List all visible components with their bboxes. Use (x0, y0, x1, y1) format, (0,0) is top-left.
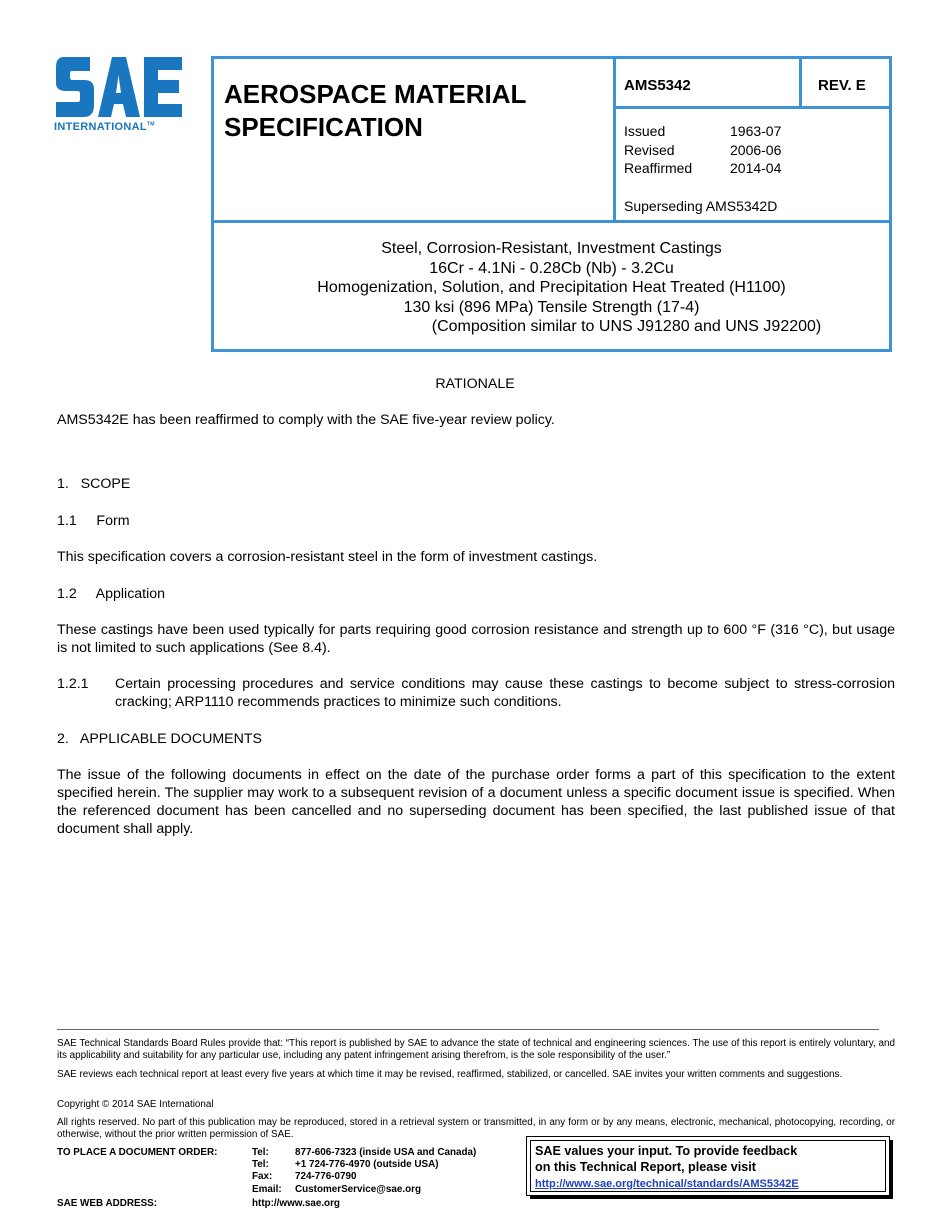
web-address-link[interactable]: http://www.sae.org (252, 1198, 340, 1209)
contact-row: Tel: 877-606-7323 (inside USA and Canada) (252, 1147, 477, 1158)
header-divider (613, 56, 616, 222)
application-text: These castings have been used typically for parts requiring good corrosion resistance and strength up to 600 °F (316 °C), but usage is not limited to such applications (See 8.4). (57, 622, 895, 656)
feedback-link[interactable]: http://www.sae.org/technical/standards/AMS5342E (535, 1178, 799, 1190)
feedback-box-shadow (890, 1140, 893, 1199)
contact-list (252, 1147, 476, 1196)
feedback-box-shadow (530, 1196, 893, 1199)
date-row-revised: Revised 2006-06 (624, 141, 782, 158)
ams-number: AMS5342 (624, 77, 691, 94)
date-row-reaffirmed: Reaffirmed 2014-04 (624, 160, 782, 176)
document-subject: Steel, Corrosion-Resistant, Investment Castings 16Cr - 4.1Ni - 0.28Cb (Nb) - 3.2Cu Homogenization, Solution, and Precipitation Heat Treated (H1100) 130 ksi (896 MPa) Tensile Strength (17-4) (Composition similar to UNS J91280 and UNS J92200) (317, 240, 822, 335)
header-divider (613, 106, 892, 109)
feedback-text: SAE values your input. To provide feedback on this Technical Report, please visit http://www.sae.org/technical/standards/AMS5342E (535, 1144, 799, 1190)
document-dates (624, 122, 781, 178)
section-1-2-1-text: Certain processing procedures and service conditions may cause these castings to become subject to stress-corrosion cracking; ARP1110 recommends practices to minimize such conditions. (115, 676, 895, 710)
section-number-1-2-1: 1.2.1 (57, 676, 89, 692)
document-type-title: AEROSPACE MATERIAL SPECIFICATION (224, 79, 527, 142)
order-label: TO PLACE A DOCUMENT ORDER: (57, 1147, 218, 1158)
footer-review-text: SAE reviews each technical report at least every five years at which time it may be revised, reaffirmed, stabilized, or cancelled. SAE invites your written comments and suggestions. (57, 1069, 843, 1080)
footer-rules-text: SAE Technical Standards Board Rules provide that: “This report is published by SAE to advance the state of technical and engineering sciences. The use of this report is entirely voluntary, and its applicability and suitability for any particular use, including any patent infringement arising therefrom, is the sole responsibility of the user.” (57, 1038, 895, 1061)
rationale-text: AMS5342E has been reaffirmed to comply with the SAE five-year review policy. (57, 412, 555, 428)
date-row-issued: Issued 1963-07 (624, 123, 782, 139)
footer-rights-text: All rights reserved. No part of this publication may be reproduced, stored in a retrieval system or transmitted, in any form or by any means, electronic, mechanical, photocopying, recording, or otherwise, without the prior written permission of SAE. (57, 1117, 895, 1140)
header-divider (799, 56, 802, 108)
rationale-heading: RATIONALE (435, 376, 515, 392)
contact-row: Fax: 724-776-0790 (252, 1171, 357, 1183)
superseding-note: Superseding AMS5342D (624, 198, 778, 214)
revision-label: REV. E (818, 77, 866, 94)
section-heading-form: 1.1 Form (57, 513, 130, 529)
section-heading-scope: 1. SCOPE (57, 476, 131, 492)
applicable-documents-text: The issue of the following documents in effect on the date of the purchase order forms a part of this specification to the extent specified herein. The supplier may work to a subsequent revision of a document unless a specific document issue is specified. When the referenced document has been cancelled and no superseding document has been specified, the last published issue of that document shall apply. (57, 767, 895, 837)
section-heading-application: 1.2 Application (57, 586, 166, 602)
contact-row: Tel: +1 724-776-4970 (outside USA) (252, 1159, 439, 1171)
logo-subtitle: INTERNATIONAL™ (54, 121, 155, 133)
contact-row: Email: CustomerService@sae.org (252, 1183, 421, 1195)
footer-rule (57, 1029, 879, 1030)
section-heading-applicable-documents: 2. APPLICABLE DOCUMENTS (57, 731, 262, 747)
form-text: This specification covers a corrosion-resistant steel in the form of investment castings. (57, 549, 598, 565)
web-address-label: SAE WEB ADDRESS: (57, 1198, 158, 1209)
header-divider (211, 220, 892, 223)
footer-copyright: Copyright © 2014 SAE International (57, 1099, 214, 1110)
